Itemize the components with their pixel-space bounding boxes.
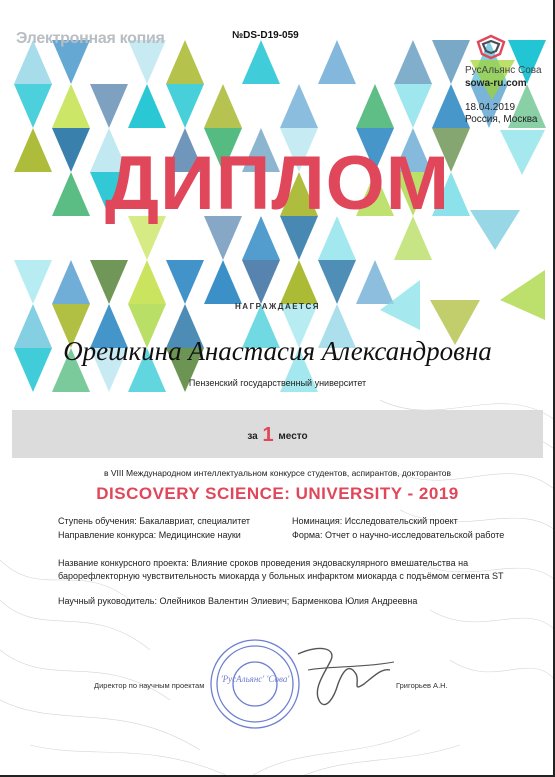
competition-description: в VIII Международном интеллектуальном конкурсе студентов, аспирантов, докторантов [103,468,452,478]
place-suffix: место [278,431,308,442]
issue-place: Россия, Москва [465,114,538,125]
study-level: Ступень обучения: Бакалавриат, специалитет [58,516,251,526]
contest-direction: Направление конкурса: Медицинские науки [58,530,241,540]
university-name: Пензенский государственный университет [188,378,367,388]
project-title-line-1: Название конкурсного проекта: Влияние сроков проведения эндоваскулярного вмешательства на [58,558,469,568]
awarded-label: НАГРАЖДАЕТСЯ [235,302,320,311]
official-stamp [207,636,303,732]
recipient-name: Орешкина Анастасия Александровна [63,336,492,366]
place-line [0,422,555,445]
document-number: №DS-D19-059 [232,30,299,41]
nomination: Номинация: Исследовательский проект [292,516,458,526]
director-label: Директор по научным проектам [94,681,205,690]
diploma-title: ДИПЛОМ [104,141,451,226]
project-title-line-2: барорефлекторную чувствительность миокарда у больных инфарктом миокарда с подъёмом сегмента ST [58,571,504,581]
organization-site: sowa-ru.com [465,78,527,89]
director-signature [290,640,400,710]
electronic-copy-watermark: Электронная копия [16,30,165,47]
owl-logo-icon [474,34,508,60]
place-number: 1 [262,424,274,446]
place-prefix: за [247,431,258,442]
organization-name: РусАльянс Сова [465,65,542,76]
contest-name: DISCOVERY SCIENCE: UNIVERSITY - 2019 [96,484,459,503]
director-name: Григорьев А.Н. [396,681,448,690]
scientific-supervisor: Научный руководитель: Олейников Валентин Элиевич; Барменкова Юлия Андреевна [58,596,418,606]
issue-date: 18.04.2019 [465,102,516,113]
work-form: Форма: Отчет о научно-исследовательской работе [292,530,505,540]
stamp-text: 'РусАльянс' 'Сова' [220,674,290,684]
